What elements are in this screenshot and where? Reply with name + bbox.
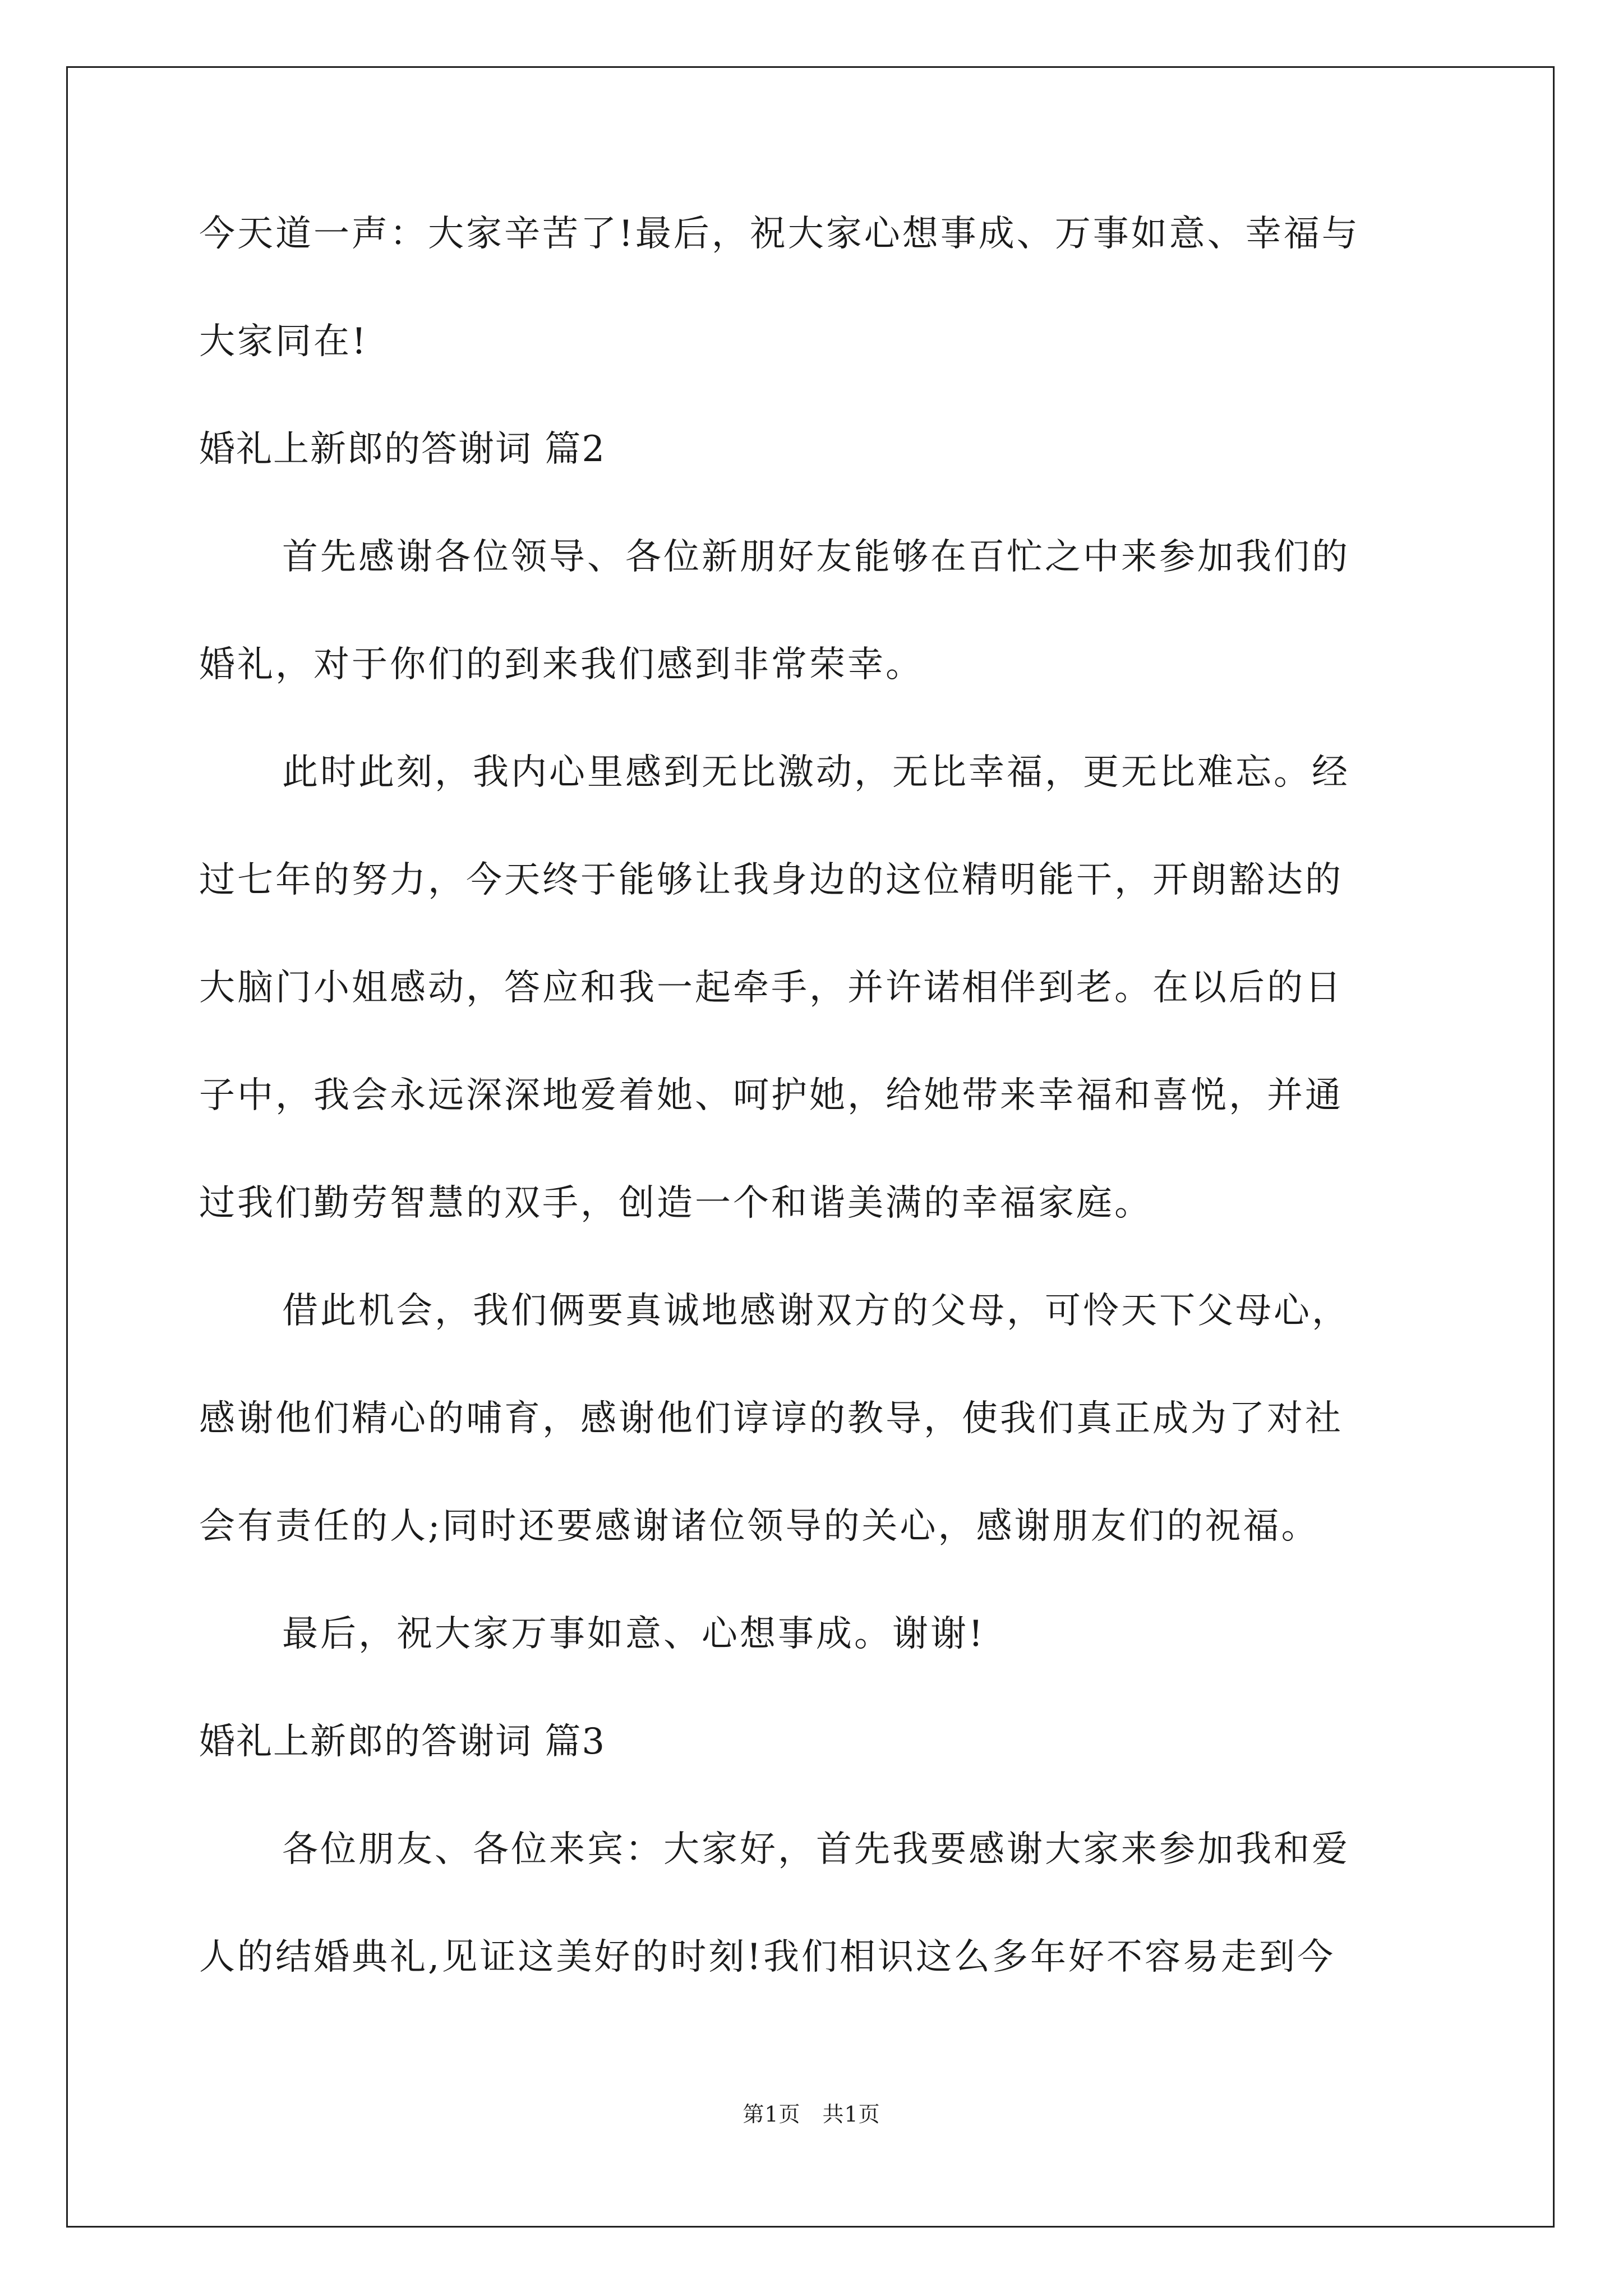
line-gap <box>199 1544 1433 1616</box>
line-gap <box>199 1760 1433 1832</box>
paragraph-line: 会有责任的人;同时还要感谢诸位领导的关心，感谢朋友们的祝福。 <box>199 1506 1320 1547</box>
line-gap <box>199 575 1433 647</box>
line-gap <box>199 1221 1433 1293</box>
line-gap <box>199 1437 1433 1508</box>
line-gap <box>199 1329 1433 1401</box>
line-gap <box>199 898 1433 970</box>
section-heading: 婚礼上新郎的答谢词 篇2 <box>199 429 606 470</box>
line-gap <box>199 360 1433 431</box>
line-gap <box>199 467 1433 539</box>
document-body <box>199 213 1433 1978</box>
line-gap <box>199 1114 1433 1185</box>
line-gap <box>199 1652 1433 1724</box>
paragraph-line: 大脑门小姐感动，答应和我一起牵手，并许诺相伴到老。在以后的日 <box>199 967 1343 1009</box>
paragraph-line: 此时此刻，我内心里感到无比激动，无比幸福，更无比难忘。经 <box>282 752 1350 793</box>
paragraph-line: 人的结婚典礼,见证这美好的时刻!我们相识这么多年好不容易走到今 <box>199 1936 1336 1978</box>
line-gap <box>199 1867 1433 1939</box>
line-gap <box>199 252 1433 324</box>
paragraph-line: 过我们勤劳智慧的双手，创造一个和谐美满的幸福家庭。 <box>199 1182 1152 1224</box>
paragraph-line: 子中，我会永远深深地爱着她、呵护她，给她带来幸福和喜悦，并通 <box>199 1075 1343 1116</box>
paragraph-line: 今天道一声：大家辛苦了!最后，祝大家心想事成、万事如意、幸福与 <box>199 213 1360 255</box>
paragraph-line: 首先感谢各位领导、各位新朋好友能够在百忙之中来参加我们的 <box>282 536 1350 578</box>
line-gap <box>199 1006 1433 1078</box>
page-footer: 第1页 共1页 <box>743 2102 880 2127</box>
paragraph-line: 过七年的努力，今天终于能够让我身边的这位精明能干，开朗豁达的 <box>199 859 1343 901</box>
paragraph-line: 最后，祝大家万事如意、心想事成。谢谢! <box>282 1613 985 1655</box>
line-gap <box>199 790 1433 862</box>
paragraph-line: 大家同在! <box>199 321 368 362</box>
paragraph-line: 婚礼，对于你们的到来我们感到非常荣幸。 <box>199 644 924 685</box>
section-heading: 婚礼上新郎的答谢词 篇3 <box>199 1721 606 1763</box>
paragraph-line: 各位朋友、各位来宾：大家好，首先我要感谢大家来参加我和爱 <box>282 1829 1350 1870</box>
line-gap <box>199 683 1433 754</box>
paragraph-line: 感谢他们精心的哺育，感谢他们谆谆的教导，使我们真正成为了对社 <box>199 1398 1343 1439</box>
paragraph-line: 借此机会，我们俩要真诚地感谢双方的父母，可怜天下父母心， <box>282 1290 1350 1332</box>
